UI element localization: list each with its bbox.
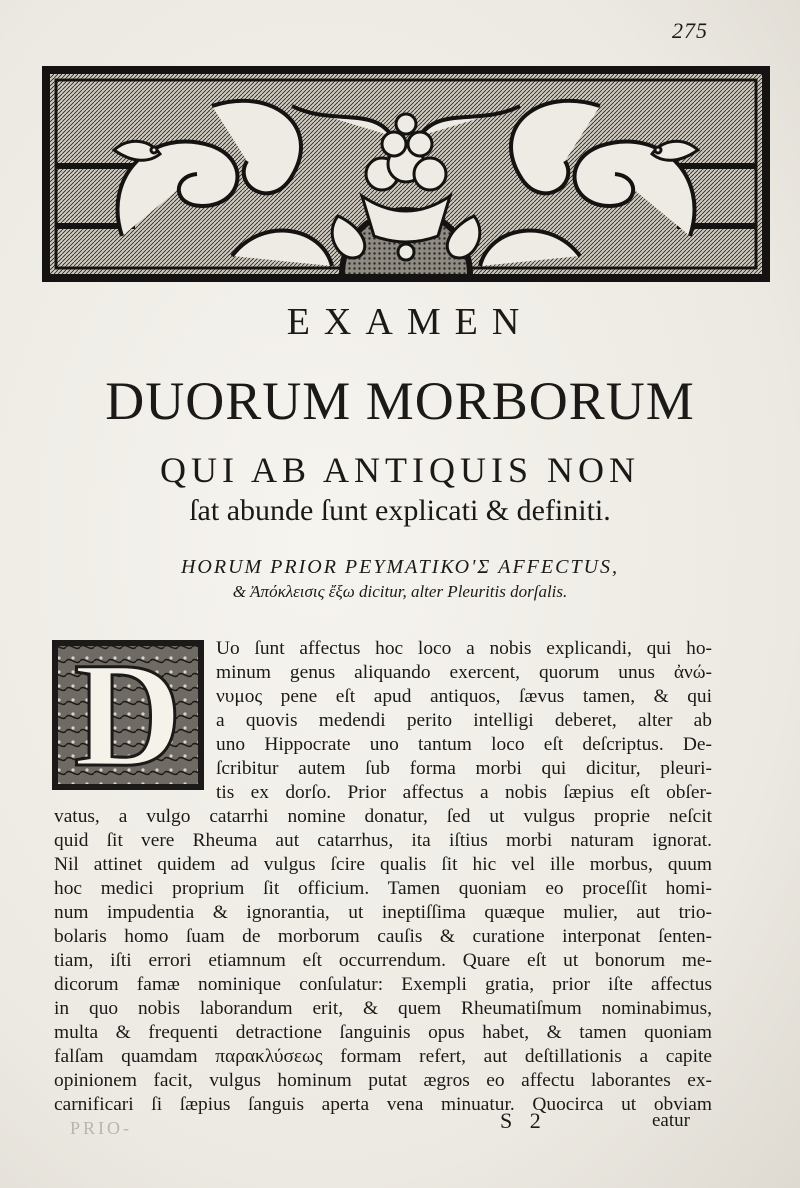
ornamental-headpiece xyxy=(42,66,770,282)
subtitle-line-1: HORUM PRIOR ΡΕΥΜΑΤΙΚΟ'Σ AFFECTUS, xyxy=(180,556,620,578)
body-line: in quo nobis laborandum erit, & quem Rheumatiſmum nominabimus, xyxy=(54,998,712,1019)
body-line: quid ſit vere Rheuma aut catarrhus, ita iſtius morbi naturam ignorat. xyxy=(54,830,712,851)
body-line: Nil attinet quidem ad vulgus ſcire qualis ſit hic vel ille morbus, quum xyxy=(54,854,712,875)
body-line: num impudentia & ignorantia, ut ineptiſſima quæque mulier, aut trio- xyxy=(54,902,712,923)
body-line: vatus, a vulgo catarrhi nomine donatur, ſed ut vulgus proprie neſcit xyxy=(54,806,712,827)
body-line: νυμος pene eſt apud antiquos, ſævus tamen, & qui xyxy=(216,686,712,707)
subtitle-line-2: & Ἀπόκλεισις ἔξω dicitur, alter Pleuritis dorſalis. xyxy=(232,582,568,601)
page-number: 275 xyxy=(672,18,708,43)
body-line: falſam quamdam παρακλύσεως formam refert, aut deſtillationis a capite xyxy=(54,1046,712,1067)
body-line: minum genus aliquando exercent, quorum unus ἀνώ- xyxy=(216,662,712,683)
body-line: hoc medici proprium ſit officium. Tamen quoniam eo proceſſit homi- xyxy=(54,878,712,899)
catchword: eatur xyxy=(652,1110,690,1131)
bleed-through-text: PRIO- xyxy=(70,1118,133,1138)
body-line: Uo ſunt affectus hoc loco a nobis explicandi, qui ho- xyxy=(216,638,712,659)
title-line-4: ſat abunde ſunt explicati & definiti. xyxy=(189,494,611,527)
title-line-2: DUORUM MORBORUM xyxy=(105,371,695,431)
body-line: carnificari ſi ſæpius ſanguis aperta vena minuatur. Quocirca ut obviam xyxy=(54,1094,712,1115)
body-line: a quovis medendi perito intelligi deberet, alter ab xyxy=(216,710,712,731)
body-line: uno Hippocrate uno tantum loco eſt deſcriptus. De- xyxy=(216,734,712,755)
body-line: opinionem facit, vulgus hominum putat ægros eo affectu laborantes ex- xyxy=(54,1070,712,1091)
body-line: ſcribitur autem ſub forma morbi qui dicitur, pleuri- xyxy=(216,758,712,779)
title-line-3: QUI AB ANTIQUIS NON xyxy=(160,450,640,490)
body-line: dicorum famæ nominique conſulatur: Exempli gratia, prior iſte affectus xyxy=(54,974,712,995)
decorated-initial xyxy=(52,632,204,798)
title-line-1: EXAMEN xyxy=(286,301,534,343)
headpiece-ornament-icon xyxy=(42,66,770,282)
body-line: tiam, iſti errori etiamnum eſt occurrendum. Quare eſt ut bonorum me- xyxy=(54,950,712,971)
initial-letter: D xyxy=(73,632,183,798)
signature-mark: S 2 xyxy=(500,1108,547,1133)
body-line: bolaris homo ſuam de morborum cauſis & curatione interponat ſenten- xyxy=(54,926,712,947)
body-line: tis ex dorſo. Prior affectus a nobis ſæpius eſt obſer- xyxy=(216,782,712,803)
body-line: multa & frequenti detractione ſanguinis opus habet, & tamen quoniam xyxy=(54,1022,712,1043)
